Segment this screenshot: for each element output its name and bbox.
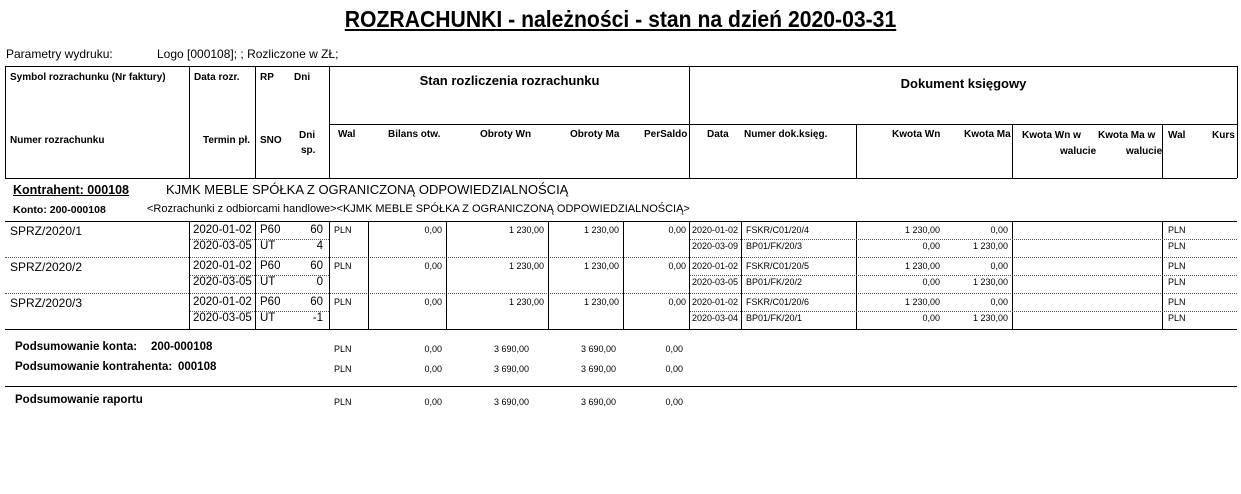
doc-kwota-wn: 1 230,00 <box>904 261 940 271</box>
row-sno: UT <box>260 312 276 324</box>
col-persaldo: PerSaldo <box>644 129 688 140</box>
col-obroty-ma: Obroty Ma <box>570 129 620 140</box>
row-persaldo: 0,00 <box>668 297 686 307</box>
summary-code: 000108 <box>178 361 217 373</box>
row-persaldo: 0,00 <box>668 225 686 235</box>
row-persaldo: 0,00 <box>668 261 686 271</box>
row-symbol: SPRZ/2020/1 <box>10 224 83 238</box>
doc-kwota-ma: 0,00 <box>990 261 1008 271</box>
row-data-rozr: 2020-01-02 <box>193 296 252 308</box>
row-col-divider <box>368 221 369 257</box>
doc-data: 2020-03-05 <box>692 277 739 287</box>
col-symbol: Symbol rozrachunku (Nr faktury) <box>10 72 166 83</box>
summary-bilans: 0,00 <box>424 364 442 374</box>
summary-obroty-wn: 3 690,00 <box>493 364 529 374</box>
doc-kwota-ma: 0,00 <box>990 225 1008 235</box>
col-group-stan: Stan rozliczenia rozrachunku <box>419 73 600 88</box>
row-termin: 2020-03-05 <box>193 240 252 252</box>
doc-kwota-ma: 1 230,00 <box>972 277 1008 287</box>
row-col-divider <box>623 293 624 329</box>
summary-wal: PLN <box>334 364 352 374</box>
summary-obroty-ma: 3 690,00 <box>580 397 616 407</box>
doc-kwota-ma: 1 230,00 <box>972 241 1008 251</box>
doc-numer: BP01/FK/20/1 <box>746 313 803 323</box>
rows-bottom-border <box>5 329 1237 330</box>
row-dni-sp: -1 <box>312 312 323 324</box>
doc-numer: FSKR/C01/20/6 <box>746 297 810 307</box>
row-data-rozr: 2020-01-02 <box>193 260 252 272</box>
doc-numer: BP01/FK/20/3 <box>746 241 803 251</box>
col-kwota-ma: Kwota Ma <box>964 129 1011 140</box>
col-numer-dok: Numer dok.księg. <box>744 129 828 140</box>
row-mid-divider <box>690 275 1237 276</box>
summary-obroty-ma: 3 690,00 <box>580 344 616 354</box>
row-col-divider <box>446 257 447 293</box>
row-col-divider <box>548 257 549 293</box>
row-obroty-wn: 1 230,00 <box>508 225 544 235</box>
col-dni: Dni <box>294 72 311 83</box>
doc-kwota-wn: 1 230,00 <box>904 297 940 307</box>
row-col-divider <box>329 221 330 257</box>
doc-kwota-wn: 0,00 <box>922 277 940 287</box>
row-col-divider <box>446 221 447 257</box>
row-col-divider <box>446 293 447 329</box>
row-rp: P60 <box>260 224 281 236</box>
row-obroty-wn: 1 230,00 <box>508 297 544 307</box>
doc-kwota-wn: 0,00 <box>922 313 940 323</box>
col-wal: Wal <box>338 129 356 140</box>
col-kwota-wn-wal-2: walucie <box>1060 146 1097 157</box>
row-col-divider <box>329 257 330 293</box>
contractor-label: Kontrahent: 000108 <box>13 183 130 197</box>
row-bilans: 0,00 <box>424 225 442 235</box>
account-label: Konto: 200-000108 <box>13 204 106 216</box>
col-data-rozr: Data rozr. <box>194 72 240 83</box>
row-mid-divider <box>690 311 1237 312</box>
doc-wal: PLN <box>1168 261 1186 271</box>
row-rp: P60 <box>260 260 281 272</box>
row-mid-divider <box>690 239 1237 240</box>
row-dni: 60 <box>310 260 323 272</box>
row-rp: P60 <box>260 296 281 308</box>
summary-wal: PLN <box>334 397 352 407</box>
col-dni-sp-1: Dni <box>299 130 316 141</box>
row-sno: UT <box>260 240 276 252</box>
row-col-divider <box>329 293 330 329</box>
doc-data: 2020-01-02 <box>692 297 739 307</box>
col-sno: SNO <box>260 135 282 146</box>
doc-wal: PLN <box>1168 277 1186 287</box>
summary-obroty-wn: 3 690,00 <box>493 344 529 354</box>
summary-persaldo: 0,00 <box>665 364 683 374</box>
col-kwota-wn: Kwota Wn <box>892 129 941 140</box>
row-obroty-ma: 1 230,00 <box>583 297 619 307</box>
summary-persaldo: 0,00 <box>665 397 683 407</box>
row-wal: PLN <box>334 261 352 271</box>
params-label: Parametry wydruku: <box>6 47 113 61</box>
col-data: Data <box>707 129 729 140</box>
doc-wal: PLN <box>1168 241 1186 251</box>
row-bilans: 0,00 <box>424 297 442 307</box>
col-numer: Numer rozrachunku <box>10 135 105 146</box>
row-data-rozr: 2020-01-02 <box>193 224 252 236</box>
row-dni-sp: 4 <box>316 240 323 252</box>
col-kwota-ma-wal-2: walucie <box>1126 146 1163 157</box>
col-kwota-ma-wal-1: Kwota Ma w <box>1098 130 1156 141</box>
col-dni-sp-2: sp. <box>301 145 316 156</box>
doc-data: 2020-03-09 <box>692 241 739 251</box>
row-termin: 2020-03-05 <box>193 312 252 324</box>
row-col-divider <box>368 293 369 329</box>
params-value: Logo [000108]; ; Rozliczone w ZŁ; <box>157 47 339 61</box>
doc-numer: FSKR/C01/20/4 <box>746 225 810 235</box>
report-summary-divider <box>5 386 1237 387</box>
doc-kwota-wn: 0,00 <box>922 241 940 251</box>
summary-persaldo: 0,00 <box>665 344 683 354</box>
row-col-divider <box>623 221 624 257</box>
report-title: ROZRACHUNKI - należności - stan na dzień 2020-03-31 <box>344 6 897 32</box>
summary-bilans: 0,00 <box>424 397 442 407</box>
col-group-dokument: Dokument księgowy <box>900 76 1027 91</box>
row-symbol: SPRZ/2020/2 <box>10 260 83 274</box>
col-kwota-wn-wal-1: Kwota Wn w <box>1022 130 1081 141</box>
col-kurs: Kurs <box>1212 130 1235 141</box>
doc-wal: PLN <box>1168 297 1186 307</box>
doc-numer: FSKR/C01/20/5 <box>746 261 810 271</box>
summary-wal: PLN <box>334 344 352 354</box>
summary-code: 200-000108 <box>151 341 213 353</box>
row-wal: PLN <box>334 297 352 307</box>
col-termin: Termin pł. <box>202 135 250 146</box>
row-col-divider <box>548 221 549 257</box>
summary-label: Podsumowanie konta: <box>15 341 138 353</box>
doc-numer: BP01/FK/20/2 <box>746 277 803 287</box>
row-termin: 2020-03-05 <box>193 276 252 288</box>
row-obroty-ma: 1 230,00 <box>583 261 619 271</box>
summary-label: Podsumowanie raportu <box>15 394 143 406</box>
doc-wal: PLN <box>1168 313 1186 323</box>
summary-obroty-wn: 3 690,00 <box>493 397 529 407</box>
row-wal: PLN <box>334 225 352 235</box>
row-col-divider <box>368 257 369 293</box>
row-dni-sp: 0 <box>316 276 323 288</box>
row-obroty-ma: 1 230,00 <box>583 225 619 235</box>
row-bilans: 0,00 <box>424 261 442 271</box>
summary-obroty-ma: 3 690,00 <box>580 364 616 374</box>
row-sno: UT <box>260 276 276 288</box>
summary-label: Podsumowanie kontrahenta: <box>15 361 173 373</box>
doc-kwota-ma: 1 230,00 <box>972 313 1008 323</box>
col-rp: RP <box>260 72 274 83</box>
doc-data: 2020-01-02 <box>692 261 739 271</box>
col-bilans: Bilans otw. <box>388 129 441 140</box>
doc-data: 2020-01-02 <box>692 225 739 235</box>
doc-data: 2020-03-04 <box>692 313 739 323</box>
row-obroty-wn: 1 230,00 <box>508 261 544 271</box>
doc-kwota-wn: 1 230,00 <box>904 225 940 235</box>
account-description: <Rozrachunki z odbiorcami handlowe><KJMK MEBLE SPÓŁKA Z OGRANICZONĄ ODPOWIEDZIALNOŚCIĄ> <box>147 203 690 215</box>
row-symbol: SPRZ/2020/3 <box>10 296 83 310</box>
contractor-name: KJMK MEBLE SPÓŁKA Z OGRANICZONĄ ODPOWIEDZIALNOŚCIĄ <box>166 182 569 197</box>
doc-wal: PLN <box>1168 225 1186 235</box>
col-obroty-wn: Obroty Wn <box>480 129 532 140</box>
summary-bilans: 0,00 <box>424 344 442 354</box>
row-dni: 60 <box>310 224 323 236</box>
col-wal-2: Wal <box>1168 130 1186 141</box>
row-col-divider <box>623 257 624 293</box>
row-dni: 60 <box>310 296 323 308</box>
doc-kwota-ma: 0,00 <box>990 297 1008 307</box>
row-col-divider <box>548 293 549 329</box>
